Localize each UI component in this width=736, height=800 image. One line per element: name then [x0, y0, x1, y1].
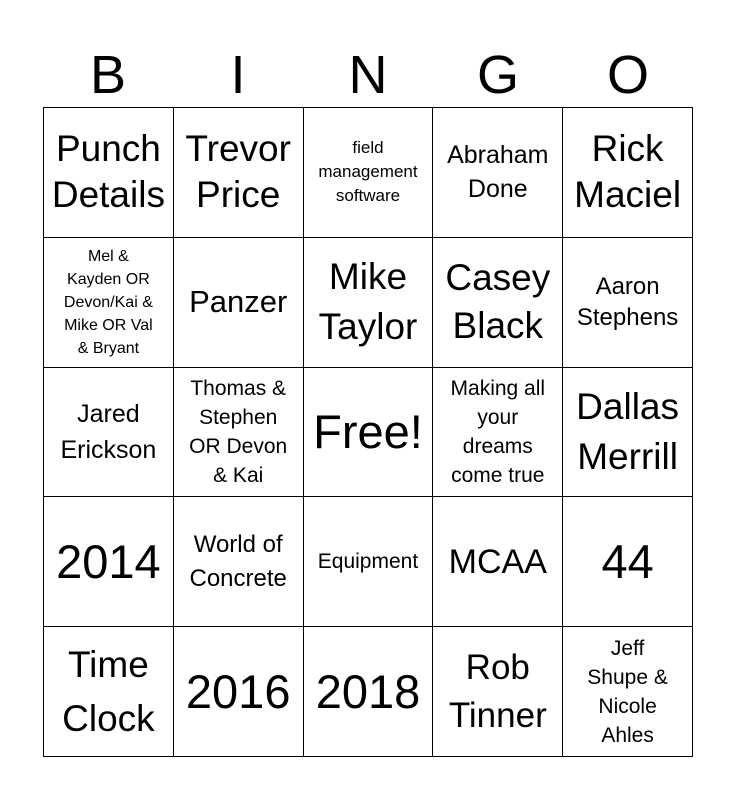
bingo-cell[interactable] — [563, 108, 693, 238]
cell-text: Casey Black — [445, 257, 551, 347]
cell-text: 2014 — [56, 534, 161, 588]
cell-text: Equipment — [317, 550, 419, 574]
bingo-cell[interactable] — [304, 238, 434, 368]
cell-text: Making all your dreams come true — [450, 376, 546, 487]
cell-text: Thomas & Stephen OR Devon & Kai — [189, 376, 288, 487]
header-letter-b: B — [89, 45, 127, 105]
bingo-cell[interactable] — [563, 238, 693, 368]
bingo-cell[interactable] — [563, 368, 693, 498]
header-letter-n: N — [348, 45, 388, 105]
bingo-cell[interactable] — [304, 108, 434, 238]
bingo-cell[interactable] — [563, 497, 693, 627]
bingo-cell[interactable] — [174, 238, 304, 368]
bingo-cell[interactable] — [44, 238, 174, 368]
bingo-cell[interactable] — [174, 627, 304, 757]
bingo-board — [43, 107, 693, 757]
bingo-cell[interactable] — [433, 238, 563, 368]
cell-text: Aaron Stephens — [576, 273, 679, 332]
cell-text: Dallas Merrill — [576, 385, 679, 477]
header-letter-g: G — [476, 45, 519, 105]
cell-text: Free! — [313, 404, 423, 458]
cell-text: Jeff Shupe & Nicole Ahles — [587, 636, 668, 747]
cell-text: Punch Details — [51, 128, 165, 216]
cell-text: Mel & Kayden OR Devon/Kai & Mike OR Val & Bryant — [63, 247, 153, 357]
bingo-cell[interactable] — [44, 368, 174, 498]
cell-text: Jared Erickson — [60, 399, 157, 464]
bingo-cell[interactable] — [304, 368, 434, 498]
cell-text: Time Clock — [62, 643, 155, 739]
bingo-cell[interactable] — [433, 497, 563, 627]
cell-text: World of Concrete — [189, 530, 287, 592]
bingo-header — [43, 42, 693, 108]
bingo-cell[interactable] — [304, 497, 434, 627]
cell-text: 2016 — [185, 664, 291, 718]
bingo-cell[interactable] — [174, 108, 304, 238]
bingo-cell[interactable] — [174, 497, 304, 627]
bingo-cell[interactable] — [174, 368, 304, 498]
bingo-cell[interactable] — [44, 108, 174, 238]
cell-text: Abraham Done — [447, 141, 549, 204]
cell-text: MCAA — [448, 542, 547, 581]
cell-text: Panzer — [189, 284, 288, 320]
cell-text: field management software — [318, 138, 418, 206]
cell-text: Rob Tinner — [448, 647, 547, 735]
bingo-cell[interactable] — [304, 627, 434, 757]
cell-text: 44 — [601, 534, 654, 588]
cell-text: Rick Maciel — [574, 128, 682, 216]
bingo-cell[interactable] — [433, 368, 563, 498]
bingo-cell[interactable] — [44, 627, 174, 757]
cell-text: Mike Taylor — [318, 256, 418, 348]
bingo-cell[interactable] — [563, 627, 693, 757]
header-letter-i: I — [230, 45, 246, 105]
header-letter-o: O — [606, 45, 649, 105]
bingo-cell[interactable] — [44, 497, 174, 627]
cell-text: Trevor Price — [185, 128, 291, 216]
bingo-cell[interactable] — [433, 108, 563, 238]
bingo-cell[interactable] — [433, 627, 563, 757]
cell-text: 2018 — [315, 664, 421, 718]
